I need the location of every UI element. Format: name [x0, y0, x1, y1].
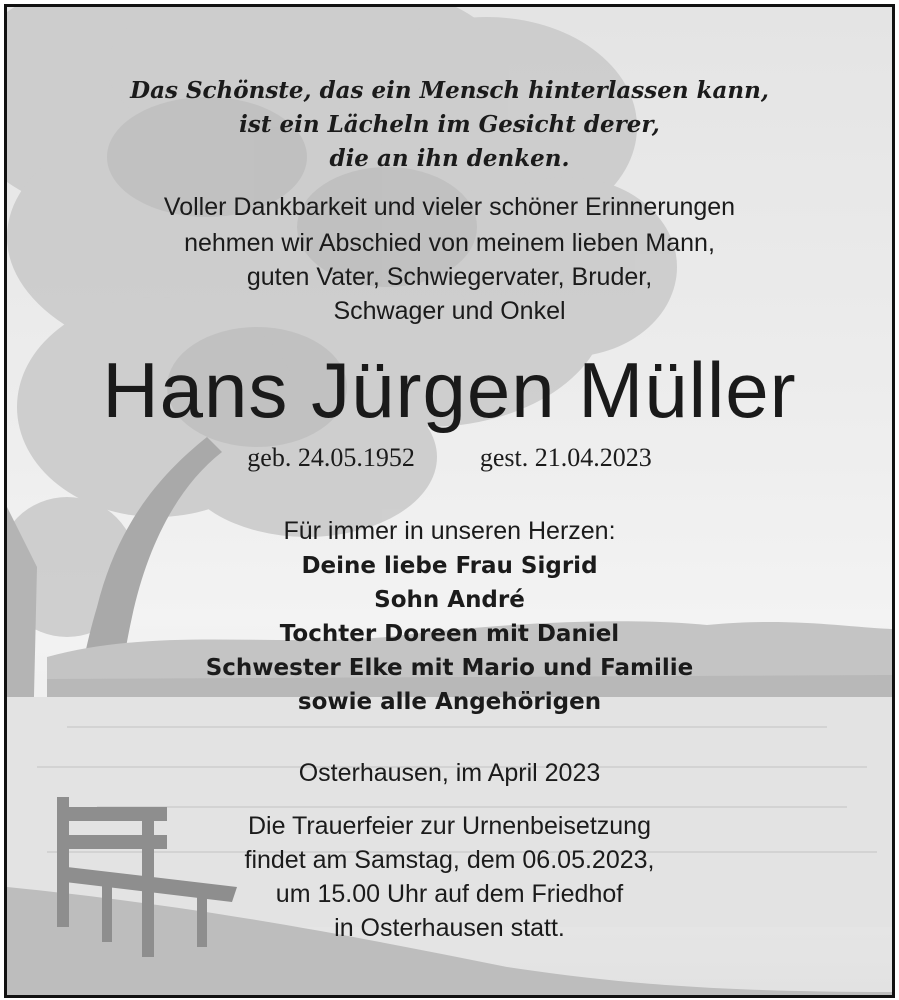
place-date: Osterhausen, im April 2023	[298, 759, 601, 787]
mourner-name: Deine liebe Frau Sigrid	[301, 553, 598, 579]
mourners-heading: Für immer in unseren Herzen:	[283, 517, 616, 545]
death-date: gest. 21.04.2023	[479, 443, 652, 472]
mourner-name: Sohn André	[374, 587, 525, 613]
motto-line-3: die an ihn denken.	[329, 145, 570, 172]
intro-line-1: Voller Dankbarkeit und vieler schöner Erinnerungen	[163, 193, 736, 221]
obituary-frame	[4, 4, 895, 998]
funeral-line-1: Die Trauerfeier zur Urnenbeisetzung	[248, 812, 651, 840]
mourner-name: Schwester Elke mit Mario und Familie	[205, 655, 694, 681]
funeral-line-3: um 15.00 Uhr auf dem Friedhof	[275, 880, 624, 908]
intro-line-2: nehmen wir Abschied von meinem lieben Mann,	[184, 229, 715, 257]
funeral-line-4: in Osterhausen statt.	[334, 914, 565, 942]
intro-line-3: guten Vater, Schwiegervater, Bruder,	[246, 263, 653, 291]
motto-line-1: Das Schönste, das ein Mensch hinterlassen kann,	[130, 77, 769, 104]
obituary-text	[7, 7, 892, 995]
motto-line-2: ist ein Lächeln im Gesicht derer,	[239, 111, 660, 138]
mourner-name: sowie alle Angehörigen	[297, 689, 602, 715]
life-dates	[7, 443, 892, 473]
intro-line-4: Schwager und Onkel	[333, 297, 566, 325]
funeral-line-2: findet am Samstag, dem 06.05.2023,	[244, 846, 655, 874]
birth-date: geb. 24.05.1952	[247, 443, 415, 472]
mourner-name: Tochter Doreen mit Daniel	[279, 621, 620, 647]
deceased-name: Hans Jürgen Müller	[102, 346, 797, 434]
